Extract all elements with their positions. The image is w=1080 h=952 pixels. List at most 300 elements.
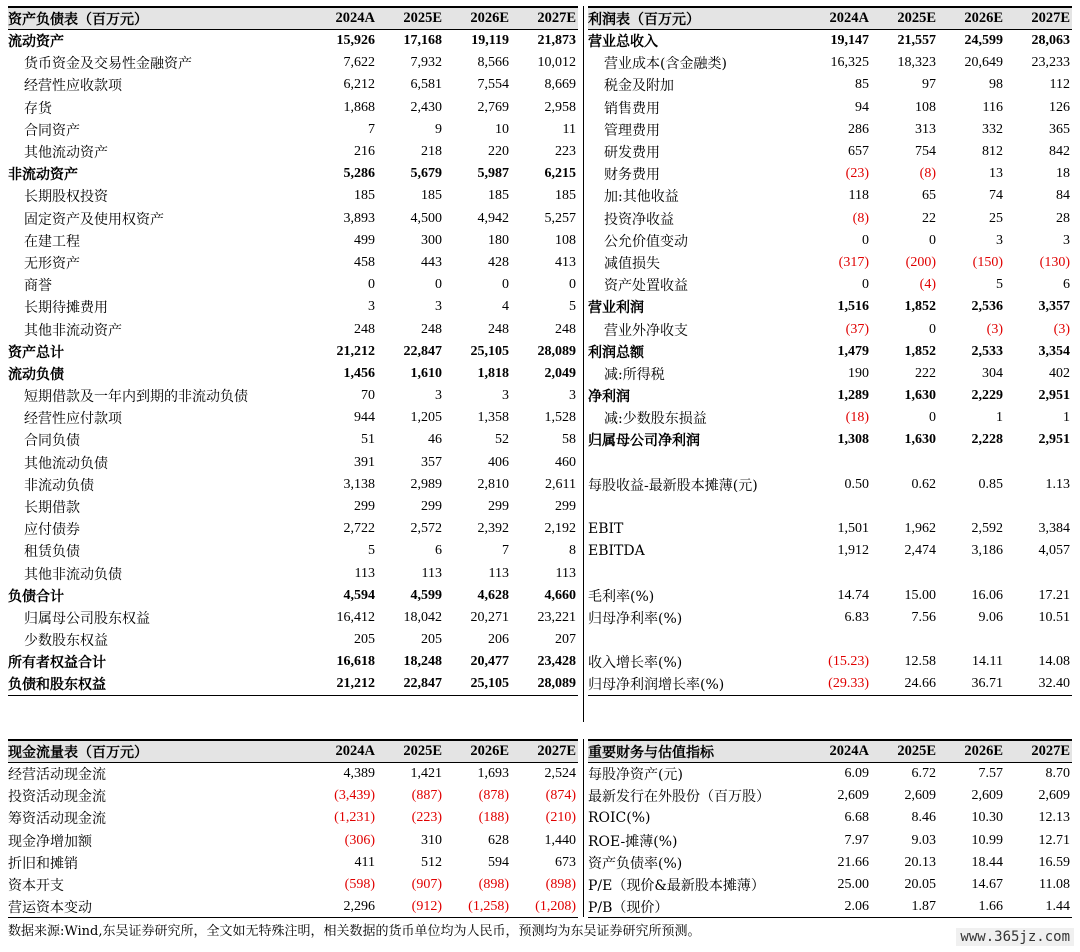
table-row: [8, 385, 578, 407]
row-value: 3: [502, 388, 509, 404]
row-value: 286: [848, 121, 869, 137]
row-value: 0: [862, 232, 869, 248]
row-value: 216: [354, 144, 375, 160]
row-label: 归属母公司股东权益: [24, 610, 150, 627]
row-value: 8,566: [477, 55, 509, 71]
row-label: 流动负债: [8, 366, 64, 383]
table-row: [588, 540, 1072, 562]
row-value: 1,852: [904, 343, 936, 359]
row-value: 5: [996, 277, 1003, 293]
income-statement-table: [588, 6, 1072, 696]
row-label: 投资活动现金流: [8, 789, 106, 806]
row-label: 在建工程: [24, 233, 80, 250]
row-value: 299: [555, 499, 576, 515]
row-value: (210): [545, 810, 576, 826]
row-value: 7: [368, 121, 375, 137]
row-value: 512: [421, 854, 442, 870]
row-label: 长期借款: [24, 500, 80, 517]
row-value: 7.56: [911, 609, 936, 625]
row-value: 1.44: [1045, 898, 1070, 914]
table-row: [8, 585, 578, 607]
row-value: 25.00: [837, 877, 869, 893]
row-value: 754: [915, 144, 936, 160]
table-row: [588, 563, 1072, 585]
row-label: 负债和股东权益: [8, 677, 106, 694]
row-value: 365: [1049, 121, 1070, 137]
row-label: 加:其他收益: [604, 189, 679, 206]
row-value: (3): [986, 321, 1003, 337]
row-value: 7,932: [410, 55, 442, 71]
row-label: 租赁负债: [24, 544, 80, 561]
row-value: (3): [1053, 321, 1070, 337]
row-value: 6,215: [544, 166, 576, 182]
row-value: 2,392: [477, 521, 509, 537]
table-row: [8, 874, 578, 896]
table-row: [588, 230, 1072, 252]
row-label: 每股收益-最新股本摊薄(元): [588, 477, 758, 494]
row-value: 74: [989, 188, 1003, 204]
row-value: 6: [1063, 277, 1070, 293]
data-source-note: 数据来源:Wind,东吴证券研究所，全文如无特殊注明，相关数据的货币单位均为人民币，预测均为东吴证券研究所预测。: [8, 924, 701, 939]
row-label: 商誉: [24, 278, 52, 295]
row-label: 减值损失: [604, 255, 660, 272]
row-value: 17,168: [403, 33, 442, 49]
row-value: 1,358: [477, 410, 509, 426]
row-value: 2,609: [971, 788, 1003, 804]
table-row: [588, 830, 1072, 852]
row-value: 16,412: [336, 609, 375, 625]
table-row: [588, 30, 1072, 52]
row-value: 10,012: [537, 55, 576, 71]
row-value: 2,989: [410, 476, 442, 492]
table-row: [588, 119, 1072, 141]
row-value: 20.13: [904, 854, 936, 870]
row-label: 资本开支: [8, 878, 64, 895]
row-value: 2,951: [1038, 388, 1070, 404]
row-value: 12.13: [1038, 810, 1070, 826]
row-value: 7: [502, 543, 509, 559]
row-value: 3,384: [1038, 521, 1070, 537]
row-value: 12.71: [1038, 832, 1070, 848]
table-row: [588, 274, 1072, 296]
row-value: 248: [354, 321, 375, 337]
row-label: 归属母公司净利润: [588, 433, 700, 450]
row-value: 2,592: [971, 521, 1003, 537]
table-title: 现金流量表（百万元）: [8, 744, 148, 761]
row-value: 205: [421, 632, 442, 648]
row-value: 0: [929, 232, 936, 248]
row-value: (3,439): [334, 788, 375, 804]
table-row: [8, 52, 578, 74]
row-value: 32.40: [1038, 676, 1070, 692]
row-value: 9.03: [911, 832, 936, 848]
row-value: 20,271: [470, 609, 509, 625]
row-value: 2,474: [904, 543, 936, 559]
row-label: 其他流动资产: [24, 145, 108, 162]
row-value: 24.66: [904, 676, 936, 692]
row-value: 402: [1049, 365, 1070, 381]
row-value: 23,221: [537, 609, 576, 625]
row-value: (29.33): [828, 676, 869, 692]
table-header: [8, 6, 578, 30]
row-label: 营业利润: [588, 300, 644, 317]
row-value: 36.71: [971, 676, 1003, 692]
table-title: 重要财务与估值指标: [588, 744, 714, 761]
row-value: 1.13: [1045, 476, 1070, 492]
row-value: 1,693: [477, 766, 509, 782]
row-value: 16.06: [971, 587, 1003, 603]
row-value: 206: [488, 632, 509, 648]
row-label: 长期股权投资: [24, 189, 108, 206]
table-row: [588, 763, 1072, 785]
row-value: 3,186: [971, 543, 1003, 559]
table-row: [8, 30, 578, 52]
table-row: [8, 363, 578, 385]
table-row: [8, 141, 578, 163]
row-value: 2,958: [544, 99, 576, 115]
year-header: 2027E: [537, 743, 576, 759]
row-value: 2,228: [971, 432, 1003, 448]
table-row: [588, 452, 1072, 474]
table-row: [8, 651, 578, 673]
table-row: [588, 673, 1072, 695]
row-value: 1.87: [911, 898, 936, 914]
table-row: [8, 785, 578, 807]
row-value: 21,212: [336, 676, 375, 692]
table-row: [588, 785, 1072, 807]
row-value: (8): [852, 210, 869, 226]
row-value: 413: [555, 254, 576, 270]
row-value: 299: [354, 499, 375, 515]
row-label: 净利润: [588, 389, 630, 406]
row-value: 9.06: [978, 609, 1003, 625]
row-value: 428: [488, 254, 509, 270]
row-value: 6.68: [844, 810, 869, 826]
table-row: [588, 363, 1072, 385]
column-divider: [583, 739, 584, 917]
row-label: 负债合计: [8, 588, 64, 605]
row-value: 2,609: [904, 788, 936, 804]
row-value: 7,554: [477, 77, 509, 93]
row-value: 406: [488, 454, 509, 470]
row-value: 3,354: [1038, 343, 1070, 359]
row-label: 非流动资产: [8, 167, 78, 184]
row-value: 28,089: [537, 676, 576, 692]
row-value: 458: [354, 254, 375, 270]
row-value: 46: [428, 432, 442, 448]
row-label: 资产总计: [8, 344, 64, 361]
row-value: 3: [435, 299, 442, 315]
row-value: 0: [929, 321, 936, 337]
row-label: 合同负债: [24, 433, 80, 450]
table-row: [8, 252, 578, 274]
row-value: (1,208): [535, 898, 576, 914]
year-header: 2024A: [335, 10, 375, 26]
year-header: 2024A: [829, 743, 869, 759]
row-value: 25,105: [470, 676, 509, 692]
row-value: 3: [1063, 232, 1070, 248]
row-label: 其他非流动负债: [24, 566, 122, 583]
row-value: 2,536: [971, 299, 1003, 315]
row-value: (188): [478, 810, 509, 826]
row-value: 1,868: [343, 99, 375, 115]
row-label: 流动资产: [8, 34, 64, 51]
row-label: 营业总收入: [588, 34, 658, 51]
row-value: (223): [411, 810, 442, 826]
table-row: [8, 407, 578, 429]
row-label: 现金净增加额: [8, 833, 92, 850]
row-value: 0: [502, 277, 509, 293]
row-value: 218: [421, 144, 442, 160]
row-value: 304: [982, 365, 1003, 381]
year-header: 2025E: [897, 743, 936, 759]
row-value: 10.99: [971, 832, 1003, 848]
row-value: 3,893: [343, 210, 375, 226]
table-row: [588, 407, 1072, 429]
row-value: 28,063: [1031, 33, 1070, 49]
row-label: 财务费用: [604, 167, 660, 184]
row-label: 销售费用: [604, 100, 660, 117]
row-value: 108: [915, 99, 936, 115]
year-header: 2027E: [1031, 743, 1070, 759]
row-value: 223: [555, 144, 576, 160]
row-value: 84: [1056, 188, 1070, 204]
row-value: 97: [922, 77, 936, 93]
row-value: (878): [478, 788, 509, 804]
row-value: 357: [421, 454, 442, 470]
row-value: (23): [845, 166, 869, 182]
row-value: 5,987: [477, 166, 509, 182]
watermark: www.365jz.com: [956, 928, 1074, 946]
row-value: 310: [421, 832, 442, 848]
row-label: 经营活动现金流: [8, 767, 106, 784]
row-value: 7.97: [844, 832, 869, 848]
row-value: 5,286: [343, 166, 375, 182]
row-value: 25: [989, 210, 1003, 226]
year-header: 2025E: [897, 10, 936, 26]
row-value: 15,926: [336, 33, 375, 49]
row-value: 11.08: [1039, 877, 1070, 893]
row-value: 222: [915, 365, 936, 381]
row-label: EBIT: [588, 521, 624, 538]
row-label: ROIC(%): [588, 810, 651, 827]
row-value: 17.21: [1038, 587, 1070, 603]
row-value: 2,229: [971, 388, 1003, 404]
row-value: 2,296: [343, 898, 375, 914]
row-value: 22,847: [403, 343, 442, 359]
table-row: [8, 318, 578, 340]
key-ratios-table: [588, 739, 1072, 918]
row-value: 248: [488, 321, 509, 337]
row-label: 存货: [24, 100, 52, 117]
row-label: 应付债券: [24, 522, 80, 539]
row-label: 筹资活动现金流: [8, 811, 106, 828]
table-title: 利润表（百万元）: [588, 11, 700, 28]
row-value: 2,430: [410, 99, 442, 115]
row-value: 5: [569, 299, 576, 315]
row-value: 2,611: [545, 476, 576, 492]
row-value: 1,440: [544, 832, 576, 848]
table-row: [8, 74, 578, 96]
row-label: 营业外净收支: [604, 322, 688, 339]
row-value: 13: [989, 166, 1003, 182]
row-label: 少数股东权益: [24, 633, 108, 650]
row-value: (4): [919, 277, 936, 293]
row-value: 207: [555, 632, 576, 648]
table-row: [588, 896, 1072, 918]
row-value: 6,581: [410, 77, 442, 93]
row-value: 6.72: [911, 766, 936, 782]
row-label: 管理费用: [604, 122, 660, 139]
table-title: 资产负债表（百万元）: [8, 11, 148, 28]
row-value: 1,912: [837, 543, 869, 559]
row-value: 18,248: [403, 654, 442, 670]
row-value: 185: [488, 188, 509, 204]
row-label: P/B（现价）: [588, 899, 669, 916]
row-value: 1,630: [904, 388, 936, 404]
row-value: 1,516: [837, 299, 869, 315]
row-value: 20,649: [964, 55, 1003, 71]
row-value: 7,622: [343, 55, 375, 71]
row-value: 3: [569, 388, 576, 404]
table-row: [8, 763, 578, 785]
row-label: 最新发行在外股份（百万股）: [588, 789, 770, 806]
table-row: [8, 296, 578, 318]
table-row: [8, 452, 578, 474]
row-value: 4,057: [1038, 543, 1070, 559]
table-row: [588, 385, 1072, 407]
row-value: 332: [982, 121, 1003, 137]
table-row: [8, 208, 578, 230]
row-value: (200): [905, 254, 936, 270]
row-value: 2,192: [544, 521, 576, 537]
row-value: 220: [488, 144, 509, 160]
row-value: 14.08: [1038, 654, 1070, 670]
row-value: 3,357: [1038, 299, 1070, 315]
row-value: 1,479: [837, 343, 869, 359]
table-row: [588, 429, 1072, 451]
table-row: [588, 252, 1072, 274]
row-value: (1,258): [468, 898, 509, 914]
row-value: (898): [478, 877, 509, 893]
table-row: [8, 274, 578, 296]
row-value: 0: [569, 277, 576, 293]
table-row: [588, 141, 1072, 163]
row-value: 2,572: [410, 521, 442, 537]
row-value: 1.66: [978, 898, 1003, 914]
row-value: 300: [421, 232, 442, 248]
cash-flow-table: [8, 739, 578, 918]
table-row: [8, 518, 578, 540]
table-row: [588, 807, 1072, 829]
row-value: 0: [368, 277, 375, 293]
row-value: 3: [435, 388, 442, 404]
row-value: 185: [555, 188, 576, 204]
row-value: 21.66: [837, 854, 869, 870]
row-label: 营运资本变动: [8, 899, 92, 916]
row-value: 460: [555, 454, 576, 470]
row-value: 1,962: [904, 521, 936, 537]
row-value: 65: [922, 188, 936, 204]
row-label: 税金及附加: [604, 78, 674, 95]
row-value: 94: [855, 99, 869, 115]
table-row: [8, 185, 578, 207]
row-value: 20,477: [470, 654, 509, 670]
row-label: 毛利率(%): [588, 588, 655, 605]
table-row: [8, 429, 578, 451]
table-row: [588, 496, 1072, 518]
row-value: 7.57: [978, 766, 1003, 782]
row-label: ROE-摊薄(%): [588, 833, 678, 850]
year-header: 2026E: [470, 10, 509, 26]
table-row: [8, 673, 578, 695]
row-label: 投资净收益: [604, 211, 674, 228]
row-value: 1: [996, 410, 1003, 426]
row-value: 4,599: [410, 587, 442, 603]
row-value: 11: [562, 121, 576, 137]
row-value: 10.51: [1038, 609, 1070, 625]
table-header: [8, 739, 578, 763]
row-value: 1,818: [477, 365, 509, 381]
row-label: 其他流动负债: [24, 455, 108, 472]
row-value: 5: [368, 543, 375, 559]
row-value: 2.06: [844, 898, 869, 914]
row-value: 1,308: [837, 432, 869, 448]
row-value: 185: [354, 188, 375, 204]
row-value: 23,428: [537, 654, 576, 670]
row-value: 6.83: [844, 609, 869, 625]
row-label: 其他非流动资产: [24, 322, 122, 339]
row-value: 673: [555, 854, 576, 870]
table-row: [588, 318, 1072, 340]
row-value: 842: [1049, 144, 1070, 160]
row-value: 5,257: [544, 210, 576, 226]
row-label: 无形资产: [24, 255, 80, 272]
row-value: 118: [848, 188, 869, 204]
row-label: 所有者权益合计: [8, 655, 106, 672]
table-row: [8, 852, 578, 874]
row-value: 19,119: [471, 33, 509, 49]
row-value: 24,599: [964, 33, 1003, 49]
row-value: 4,942: [477, 210, 509, 226]
row-value: 22,847: [403, 676, 442, 692]
row-value: (598): [344, 877, 375, 893]
year-header: 2024A: [335, 743, 375, 759]
row-value: 10.30: [971, 810, 1003, 826]
row-label: 减:所得税: [604, 366, 665, 383]
row-value: 205: [354, 632, 375, 648]
row-value: (15.23): [828, 654, 869, 670]
table-row: [8, 474, 578, 496]
row-label: 每股净资产(元): [588, 767, 683, 784]
row-value: 391: [354, 454, 375, 470]
row-value: 14.11: [972, 654, 1003, 670]
row-value: 2,810: [477, 476, 509, 492]
row-value: 113: [555, 565, 576, 581]
row-value: 20.05: [904, 877, 936, 893]
year-header: 2026E: [470, 743, 509, 759]
row-label: 归母净利率(%): [588, 610, 683, 627]
row-value: 6: [435, 543, 442, 559]
row-label: 合同资产: [24, 122, 80, 139]
row-value: 8.70: [1045, 766, 1070, 782]
row-value: (1,231): [334, 810, 375, 826]
year-header: 2025E: [403, 10, 442, 26]
row-label: 资产处置收益: [604, 278, 688, 295]
row-value: 180: [488, 232, 509, 248]
row-label: 资产负债率(%): [588, 855, 683, 872]
row-value: 2,533: [971, 343, 1003, 359]
